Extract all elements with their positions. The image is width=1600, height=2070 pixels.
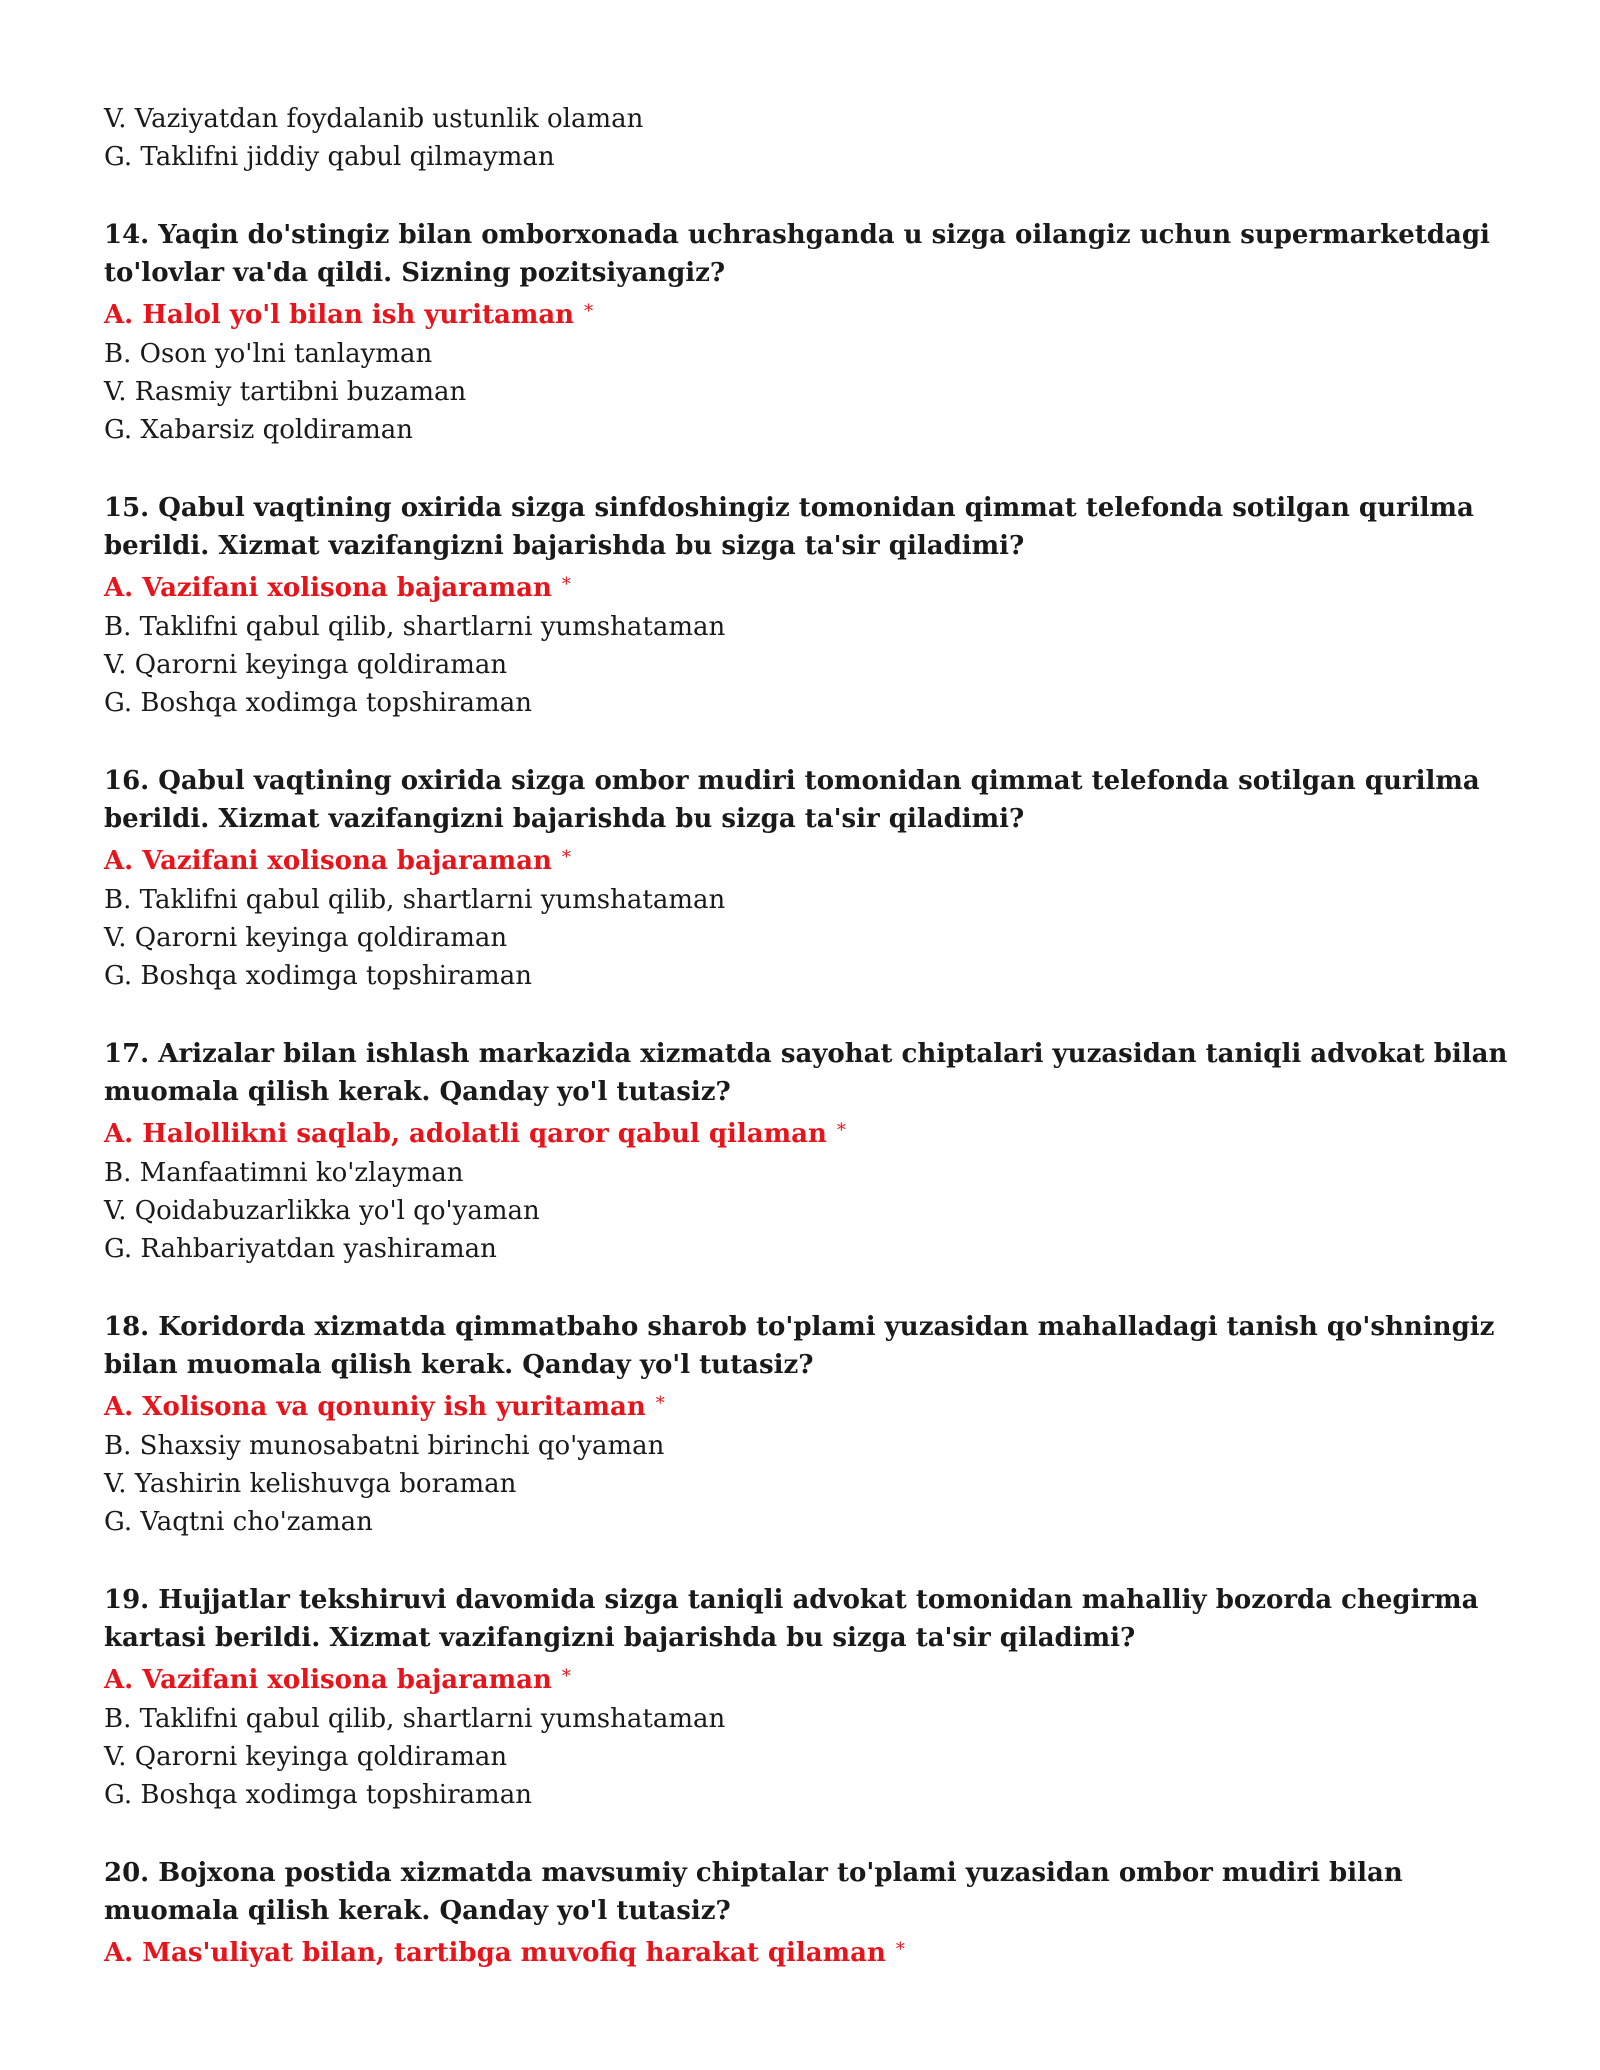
- correct-mark: *: [895, 1939, 905, 1960]
- correct-answer-text: A. Vazifani xolisona bajaraman: [104, 1665, 552, 1695]
- option-g: G. Vaqtni cho'zaman: [104, 1507, 373, 1537]
- question-19: [104, 1581, 1524, 1814]
- correct-answer: [104, 1930, 1524, 1973]
- question-text: 19. Hujjatlar tekshiruvi davomida sizga taniqli advokat tomonidan mahalliy bozorda chegirma kartasi berildi. Xizmat vazifangizni bajarishda bu sizga ta'sir qiladimi?: [104, 1585, 1479, 1653]
- option-v: V. Qarorni keyinga qoldiraman: [104, 1742, 508, 1772]
- correct-answer-text: A. Xolisona va qonuniy ish yuritaman: [104, 1392, 646, 1422]
- correct-answer: [104, 565, 1524, 608]
- question-20: [104, 1854, 1524, 1973]
- option-v: V. Rasmiy tartibni buzaman: [104, 377, 467, 407]
- option-b: B. Taklifni qabul qilib, shartlarni yumshataman: [104, 885, 726, 915]
- document-page: [104, 100, 1524, 1973]
- correct-mark: *: [584, 301, 594, 322]
- correct-mark: *: [836, 1120, 846, 1141]
- correct-mark: *: [655, 1393, 665, 1414]
- correct-mark: *: [561, 574, 571, 595]
- question-14: [104, 216, 1524, 449]
- option-g: G. Taklifni jiddiy qabul qilmayman: [104, 142, 555, 172]
- question-18: [104, 1308, 1524, 1541]
- correct-answer-text: A. Mas'uliyat bilan, tartibga muvofiq harakat qilaman: [104, 1938, 886, 1968]
- question-15: [104, 489, 1524, 722]
- question-text: 18. Koridorda xizmatda qimmatbaho sharob to'plami yuzasidan mahalladagi tanish qo'shningiz bilan muomala qilish kerak. Qanday yo'l tutasiz?: [104, 1312, 1495, 1380]
- option-g: G. Boshqa xodimga topshiraman: [104, 961, 532, 991]
- question-text: 14. Yaqin do'stingiz bilan omborxonada uchrashganda u sizga oilangiz uchun supermarketdagi to'lovlar va'da qildi. Sizning pozitsiyangiz?: [104, 220, 1490, 288]
- question-17: [104, 1035, 1524, 1268]
- option-g: G. Boshqa xodimga topshiraman: [104, 688, 532, 718]
- correct-answer-text: A. Halollikni saqlab, adolatli qaror qabul qilaman: [104, 1119, 827, 1149]
- option-v: V. Qarorni keyinga qoldiraman: [104, 650, 508, 680]
- option-b: B. Shaxsiy munosabatni birinchi qo'yaman: [104, 1431, 665, 1461]
- question-text: 16. Qabul vaqtining oxirida sizga ombor mudiri tomonidan qimmat telefonda sotilgan qurilma berildi. Xizmat vazifangizni bajarishda bu sizga ta'sir qiladimi?: [104, 766, 1480, 834]
- question-text: 17. Arizalar bilan ishlash markazida xizmatda sayohat chiptalari yuzasidan taniqli advokat bilan muomala qilish kerak. Qanday yo'l tutasiz?: [104, 1039, 1508, 1107]
- correct-answer-text: A. Halol yo'l bilan ish yuritaman: [104, 300, 575, 330]
- question-text: 15. Qabul vaqtining oxirida sizga sinfdoshingiz tomonidan qimmat telefonda sotilgan qurilma berildi. Xizmat vazifangizni bajarishda bu sizga ta'sir qiladimi?: [104, 493, 1474, 561]
- correct-answer: [104, 1384, 1524, 1427]
- correct-answer: [104, 1111, 1524, 1154]
- option-g: G. Rahbariyatdan yashiraman: [104, 1234, 497, 1264]
- correct-answer: [104, 292, 1524, 335]
- option-g: G. Xabarsiz qoldiraman: [104, 415, 413, 445]
- correct-answer-text: A. Vazifani xolisona bajaraman: [104, 846, 552, 876]
- option-b: B. Oson yo'lni tanlayman: [104, 339, 433, 369]
- correct-answer-text: A. Vazifani xolisona bajaraman: [104, 573, 552, 603]
- option-v: V. Vaziyatdan foydalanib ustunlik olaman: [104, 104, 644, 134]
- question-16: [104, 762, 1524, 995]
- correct-answer: [104, 838, 1524, 881]
- question-text: 20. Bojxona postida xizmatda mavsumiy chiptalar to'plami yuzasidan ombor mudiri bilan muomala qilish kerak. Qanday yo'l tutasiz?: [104, 1858, 1403, 1926]
- option-v: V. Yashirin kelishuvga boraman: [104, 1469, 517, 1499]
- option-b: B. Manfaatimni ko'zlayman: [104, 1158, 464, 1188]
- correct-mark: *: [561, 1666, 571, 1687]
- correct-mark: *: [561, 847, 571, 868]
- option-v: V. Qarorni keyinga qoldiraman: [104, 923, 508, 953]
- option-v: V. Qoidabuzarlikka yo'l qo'yaman: [104, 1196, 540, 1226]
- correct-answer: [104, 1657, 1524, 1700]
- option-g: G. Boshqa xodimga topshiraman: [104, 1780, 532, 1810]
- option-b: B. Taklifni qabul qilib, shartlarni yumshataman: [104, 612, 726, 642]
- option-b: B. Taklifni qabul qilib, shartlarni yumshataman: [104, 1704, 726, 1734]
- lead-options: [104, 100, 1524, 176]
